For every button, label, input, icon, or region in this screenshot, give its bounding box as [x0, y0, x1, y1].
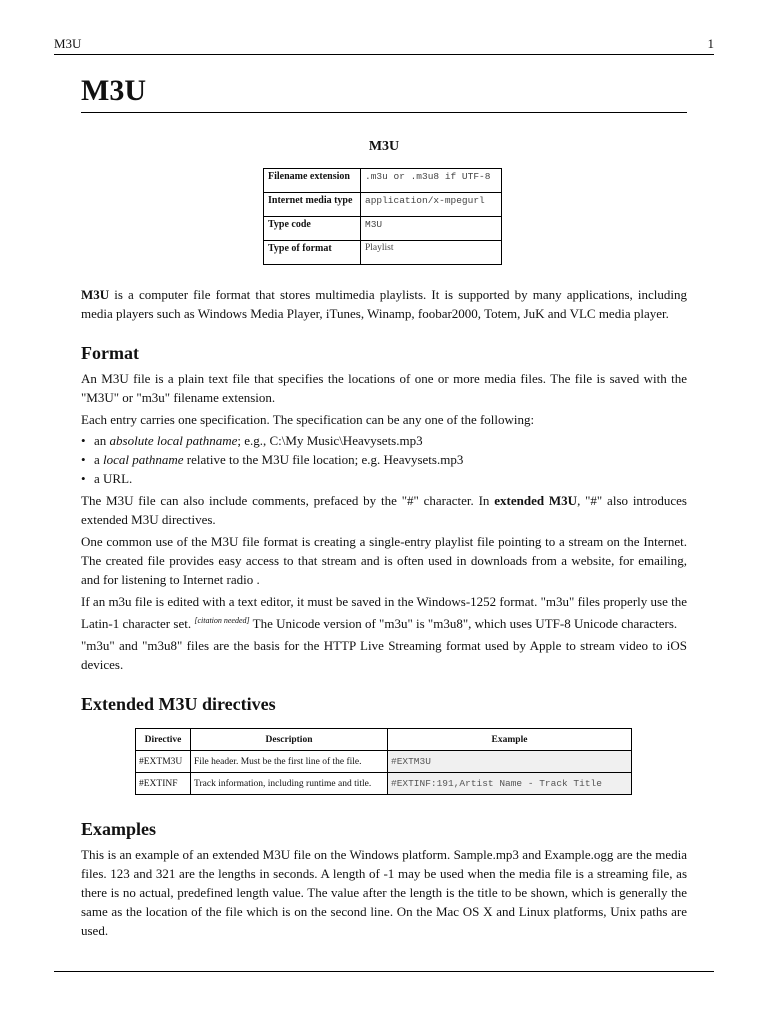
column-header: Description: [191, 729, 388, 751]
infobox-label: Filename extension: [264, 169, 361, 193]
list-item: [81, 431, 687, 450]
example-cell: #EXTINF:191,Artist Name - Track Title: [388, 773, 632, 795]
format-paragraph-3: [81, 491, 687, 529]
format-paragraph-5: [81, 592, 687, 633]
format-paragraph-4: One common use of the M3U file format is creating a single-entry playlist file pointing to a stream on the Internet. The created file provides easy access to that stream and is often used in downloads from a website, for emailing, and for listening to Internet radio .: [81, 534, 687, 587]
infobox-row: [264, 217, 502, 241]
infobox-label: Internet media type: [264, 193, 361, 217]
list-item: • a URL.: [81, 469, 687, 488]
column-header: Directive: [136, 729, 191, 751]
list-item: [81, 450, 687, 469]
infobox-value: application/x-mpegurl: [361, 193, 502, 217]
bullet-emphasis: absolute local pathname: [109, 433, 238, 448]
paragraph-text: The Unicode version of "m3u" is "m3u8", which uses UTF-8 Unicode characters.: [249, 616, 678, 631]
directive-cell: #EXTM3U: [136, 751, 191, 773]
intro-bold-term: M3U: [81, 287, 110, 302]
paragraph-text: The M3U file can also include comments, prefaced by the "#" character. In: [81, 493, 495, 508]
bullet-text: a: [94, 452, 104, 467]
format-heading: Format: [81, 343, 139, 363]
format-paragraph-2: Each entry carries one specification. The specification can be any one of the following:: [81, 412, 535, 427]
infobox-label: Type code: [264, 217, 361, 241]
table-row: [136, 773, 632, 795]
example-cell: #EXTM3U: [388, 751, 632, 773]
column-header: Example: [388, 729, 632, 751]
directives-table: [135, 728, 632, 795]
examples-paragraph: This is an example of an extended M3U file on the Windows platform. Sample.mp3 and Example.ogg are the media files. 123 and 321 are the lengths in seconds. A length of -1 may be used when the media file is a streaming file, as there is no actual, predefined length value. The value after the length is the title to be shown, which is generally the same as the location of the file which is on the second line. On the Mac OS X and Linux platforms, Unix paths are used.: [81, 847, 687, 938]
page-number: 1: [707, 36, 714, 51]
bullet-text: an: [94, 433, 110, 448]
table-row: [136, 751, 632, 773]
description-cell: Track information, including runtime and title.: [191, 773, 388, 795]
bullet-emphasis: local pathname: [103, 452, 184, 467]
infobox-row: [264, 193, 502, 217]
title-rule: [81, 112, 687, 113]
table-header-row: [136, 729, 632, 751]
infobox-row: [264, 169, 502, 193]
examples-heading: Examples: [81, 819, 157, 839]
format-bullet-list: [81, 431, 687, 488]
article-body: [81, 70, 687, 940]
description-cell: File header. Must be the first line of the file.: [191, 751, 388, 773]
header-rule: [54, 54, 714, 55]
footer-rule: [54, 971, 714, 972]
extended-m3u-term: extended M3U: [494, 493, 578, 508]
paragraph-text: If an m3u file is edited with a text editor, it must be saved in the Windows-1252 format. "m3u" files properly use the Latin-1 character set.: [81, 594, 687, 631]
infobox-value: Playlist: [361, 241, 502, 265]
intro-text: is a computer file format that stores multimedia playlists. It is supported by many applications, including media players such as Windows Media Player, iTunes, Winamp, foobar2000, Totem, JuK and VLC media player.: [81, 287, 687, 321]
page-title: M3U: [81, 74, 146, 107]
format-paragraph-6: "m3u" and "m3u8" files are the basis for the HTTP Live Streaming format used by Apple to stream video to iOS devices.: [81, 638, 687, 672]
format-paragraph-1: An M3U file is a plain text file that specifies the locations of one or more media files. The file is saved with the "M3U" or "m3u" filename extension.: [81, 371, 687, 405]
directive-cell: #EXTINF: [136, 773, 191, 795]
paragraph-text: , "#" also introduces extended M3U directives.: [81, 493, 687, 527]
running-head-title: M3U: [54, 36, 82, 51]
bullet-text: relative to the M3U file location; e.g. Heavysets.mp3: [183, 452, 464, 467]
bullet-text: ; e.g., C:\My Music\Heavysets.mp3: [237, 433, 423, 448]
infobox-value: M3U: [361, 217, 502, 241]
infobox-label: Type of format: [264, 241, 361, 265]
infobox-value: .m3u or .m3u8 if UTF-8: [361, 169, 502, 193]
infobox-table: [263, 168, 502, 265]
intro-paragraph: [81, 285, 687, 323]
infobox-title: M3U: [368, 139, 400, 154]
directives-heading: Extended M3U directives: [81, 694, 276, 714]
citation-needed-note: [citation needed]: [194, 616, 250, 625]
infobox-row: [264, 241, 502, 265]
